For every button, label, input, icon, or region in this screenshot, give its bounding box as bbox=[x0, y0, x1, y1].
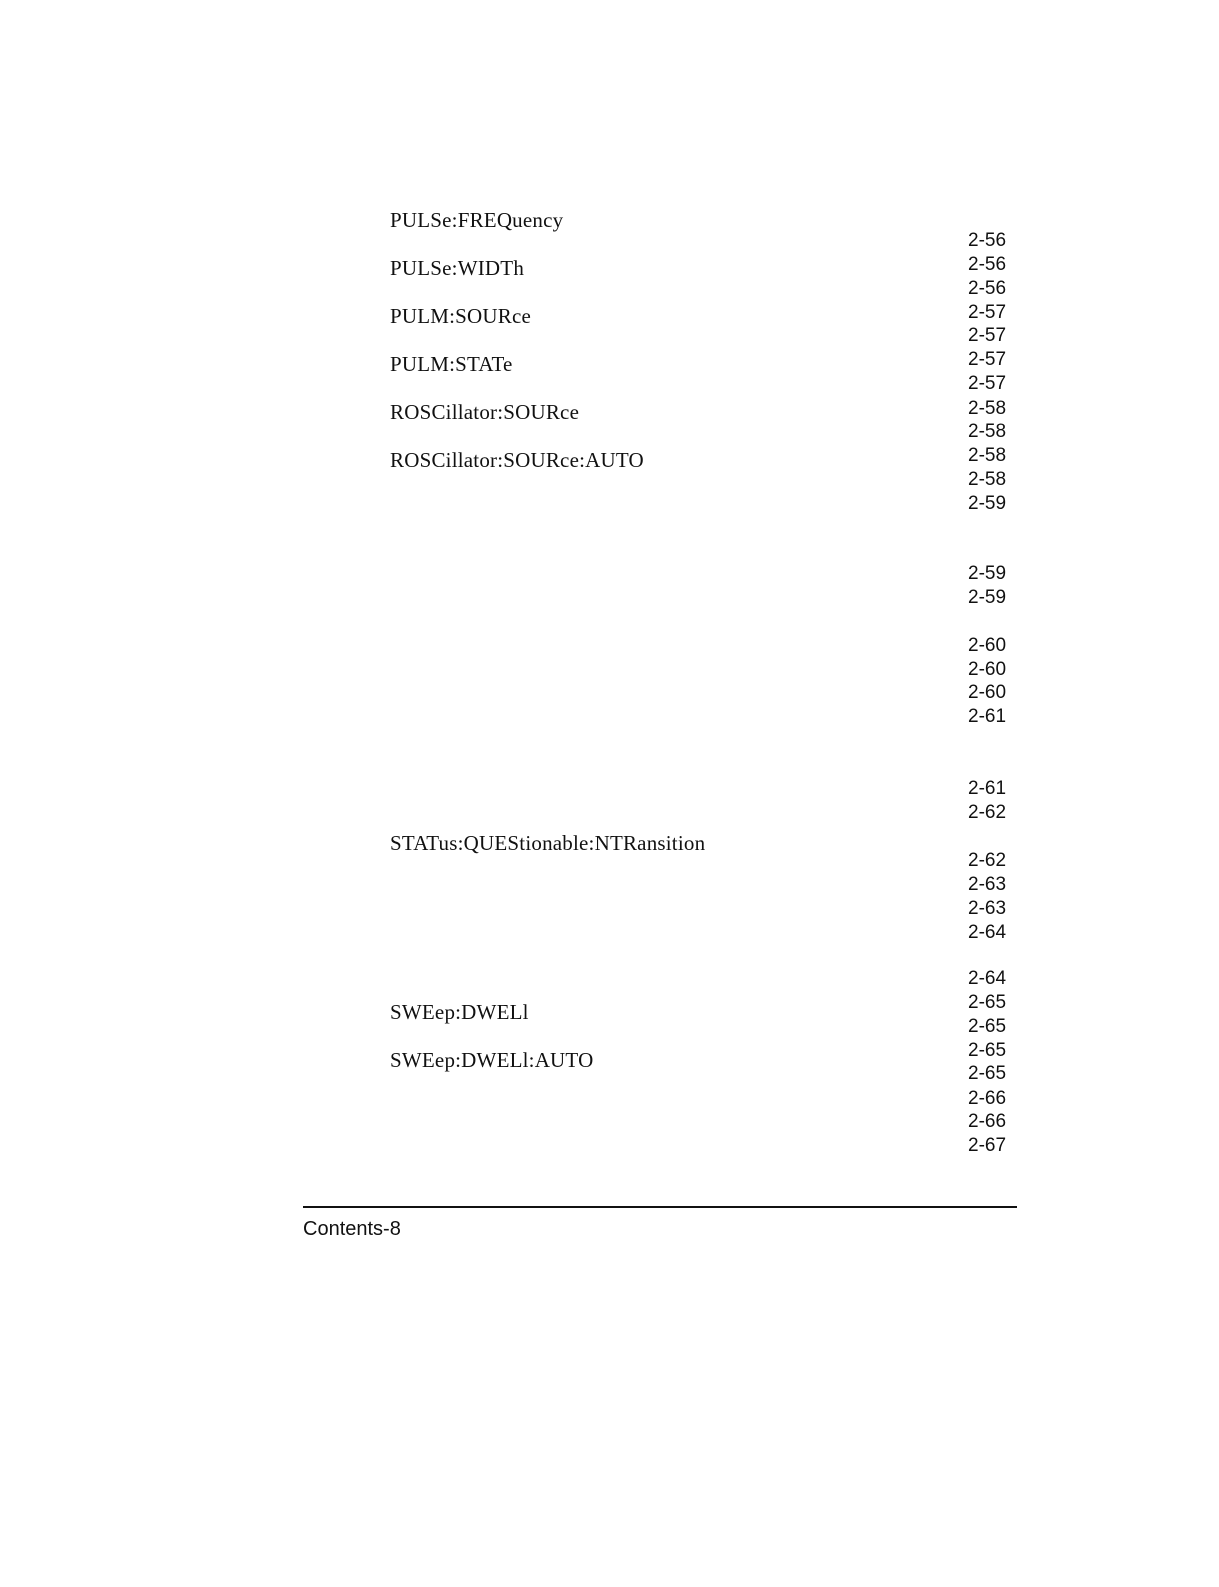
toc-page-number: 2-56 bbox=[968, 278, 1007, 299]
toc-page-number: 2-61 bbox=[968, 778, 1007, 799]
toc-page-number: 2-60 bbox=[968, 635, 1007, 656]
toc-page-number: 2-56 bbox=[968, 254, 1007, 275]
toc-page-number: 2-63 bbox=[968, 874, 1007, 895]
toc-page-number: 2-59 bbox=[968, 493, 1007, 514]
toc-page-number: 2-62 bbox=[968, 850, 1007, 871]
toc-entry-roscillator-source: ROSCillator:SOURce bbox=[390, 400, 580, 424]
toc-page-number: 2-57 bbox=[968, 325, 1007, 346]
footer-rule bbox=[303, 1206, 1017, 1208]
toc-page-number: 2-66 bbox=[968, 1088, 1007, 1109]
toc-page-number: 2-65 bbox=[968, 992, 1007, 1013]
toc-page-number: 2-66 bbox=[968, 1111, 1007, 1132]
toc-page-number: 2-64 bbox=[968, 922, 1007, 943]
toc-page-number: 2-64 bbox=[968, 968, 1007, 989]
toc-entry-pulse-width: PULSe:WIDTh bbox=[390, 256, 525, 280]
toc-entry-pulm-source: PULM:SOURce bbox=[390, 304, 532, 328]
toc-page-number: 2-58 bbox=[968, 445, 1007, 466]
toc-entry-pulse-frequency: PULSe:FREQuency bbox=[390, 208, 564, 232]
toc-page-number: 2-58 bbox=[968, 421, 1007, 442]
toc-entry-roscillator-source-auto: ROSCillator:SOURce:AUTO bbox=[390, 448, 644, 472]
toc-page-number: 2-60 bbox=[968, 682, 1007, 703]
toc-page-number: 2-59 bbox=[968, 587, 1007, 608]
toc-page-number: 2-60 bbox=[968, 659, 1007, 680]
toc-page-number: 2-61 bbox=[968, 706, 1007, 727]
toc-entry-sweep-dwell-auto: SWEep:DWELl:AUTO bbox=[390, 1048, 594, 1072]
toc-entry-status-questionable-ntransition: STATus:QUEStionable:NTRansition bbox=[390, 831, 706, 855]
toc-page-number: 2-56 bbox=[968, 230, 1007, 251]
toc-page-number: 2-65 bbox=[968, 1063, 1007, 1084]
toc-page-number: 2-57 bbox=[968, 302, 1007, 323]
toc-page-number: 2-62 bbox=[968, 802, 1007, 823]
toc-entry-sweep-dwell: SWEep:DWELl bbox=[390, 1000, 529, 1024]
toc-page-number: 2-63 bbox=[968, 898, 1007, 919]
toc-page-number: 2-57 bbox=[968, 349, 1007, 370]
toc-page-number: 2-57 bbox=[968, 373, 1007, 394]
toc-page-number: 2-58 bbox=[968, 398, 1007, 419]
toc-entry-pulm-state: PULM:STATe bbox=[390, 352, 513, 376]
toc-page-number: 2-59 bbox=[968, 563, 1007, 584]
page-footer-label: Contents-8 bbox=[303, 1218, 401, 1240]
toc-page-number: 2-65 bbox=[968, 1016, 1007, 1037]
toc-page-number: 2-65 bbox=[968, 1040, 1007, 1061]
toc-page-number: 2-58 bbox=[968, 469, 1007, 490]
toc-page-number: 2-67 bbox=[968, 1135, 1007, 1156]
